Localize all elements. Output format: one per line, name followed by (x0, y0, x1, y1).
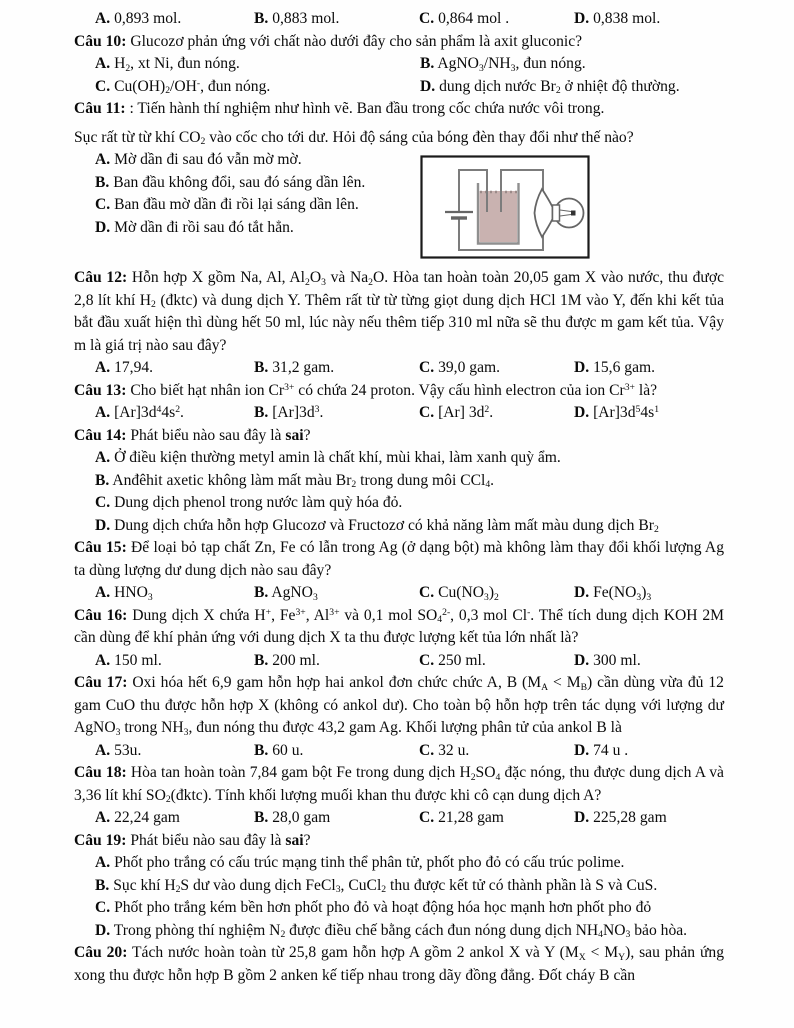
option-text: 39,0 gam. (438, 359, 501, 376)
option-text: $Cu(NO_3)_2$ (438, 584, 499, 603)
circuit-bulb-beaker-diagram (420, 155, 590, 259)
question-text: Dung dịch X chứa H+, $Fe^{3+}$, $Al^{3+}$ và 0,1 mol $SO_4^{2-}$, 0,3 mol Cl-. Thể tích dung dịch KOH 2M cần dùng để khí phản ứng với dung dịch X ta thu được lượng kết tủa lớn nhất là? (74, 606, 725, 646)
option-letter: B. (254, 404, 269, 421)
option-letter: B. (254, 359, 269, 376)
question-block (74, 380, 724, 425)
option-letter: A. (95, 651, 111, 669)
question-paragraph (74, 672, 724, 740)
answer-option (95, 582, 254, 605)
option-letter: D. (574, 404, 590, 421)
question-paragraph (74, 127, 724, 150)
option-letter: B. (254, 809, 269, 826)
question-number: Câu 18: (74, 764, 127, 781)
option-text: 250 ml. (438, 651, 486, 669)
option-text: 53u. (114, 741, 142, 759)
question-paragraph (74, 98, 724, 121)
option-text: $[Ar]3d^54s^1$ (593, 404, 660, 421)
option-text: $H_2$, xt Ni, đun nóng. (114, 55, 240, 74)
option-text: Trong phòng thí nghiệm $N_2$ được điều chế bằng cách đun nóng dung dịch $NH_4NO_3$ bảo hòa. (113, 921, 688, 941)
option-text: Mờ dần đi rồi sau đó tắt hẳn. (114, 218, 294, 236)
question-text: Oxi hóa hết 6,9 gam hỗn hợp hai ankol đơn chức chức A, B $(M_A < M_B)$ cần dùng vừa đủ 12 gam CuO thu được hỗn hợp X (không có ankol dư). Cho toàn bộ hỗn hợp trên tác dụng với lượng dư AgNO$_3$ trong $NH_3$, đun nóng thu được 43,2 gam Ag. Khối lượng phân tử của ankol B là (74, 674, 724, 738)
answer-option (74, 217, 724, 240)
answer-option (254, 807, 419, 830)
answer-option (95, 650, 254, 673)
question-paragraph (74, 425, 724, 448)
question-paragraph (74, 605, 724, 650)
question-number: Câu 17: (74, 674, 128, 691)
figure-clearance (74, 239, 724, 267)
option-text: 21,28 gam (438, 809, 504, 826)
option-letter: B. (95, 471, 110, 489)
answer-option (419, 740, 574, 763)
beaker-liquid (480, 191, 518, 242)
question-number: Câu 13: (74, 381, 127, 399)
answer-options-row (74, 740, 724, 763)
bulb-neck (553, 205, 560, 221)
question-number: Câu 15: (74, 539, 127, 556)
option-text: 15,6 gam. (593, 359, 656, 376)
answer-option (254, 582, 419, 605)
option-letter: C. (419, 809, 435, 826)
answer-options-row (74, 650, 724, 673)
answer-options-row (74, 357, 724, 380)
answer-option (95, 53, 420, 76)
option-text: 60 u. (272, 741, 304, 759)
option-text: $[Ar]3d^3$. (272, 404, 324, 421)
option-letter: B. (254, 651, 269, 669)
option-text: $HNO_3$ (114, 584, 153, 603)
answer-option (74, 875, 724, 898)
option-letter: A. (95, 741, 111, 759)
option-letter: D. (574, 10, 590, 27)
question-number: Câu 11: (74, 100, 126, 117)
question-block (74, 672, 724, 762)
answer-option (74, 920, 724, 943)
option-text: Ở điều kiện thường metyl amin là chất khí, mùi khai, làm xanh quỳ ẩm. (114, 449, 561, 466)
option-letter: D. (95, 218, 111, 236)
question-number: Câu 12: (74, 269, 128, 286)
question-paragraph (74, 267, 724, 357)
answer-option (419, 402, 574, 425)
answer-option (574, 650, 724, 673)
option-text: Dung dịch phenol trong nước làm quỳ hóa đỏ. (114, 494, 403, 511)
answer-option (95, 357, 254, 380)
answer-option (420, 53, 724, 76)
question-paragraph (74, 380, 724, 403)
option-text: dung dịch nước $Br_2$ ở nhiệt độ thường. (439, 77, 680, 97)
option-text: 22,24 gam (114, 809, 180, 826)
option-text: AgNO$_3$ (271, 584, 318, 603)
answer-option (74, 470, 724, 493)
question-block (74, 605, 724, 673)
question-paragraph (74, 762, 724, 807)
answer-option (95, 807, 254, 830)
question-block (74, 830, 724, 943)
answer-option (254, 357, 419, 380)
option-text: $[Ar]3d^44s^2$. (114, 404, 184, 421)
option-letter: D. (95, 516, 111, 534)
option-text: Phốt pho trắng kém bền hơn phốt pho đỏ và hoạt động hóa học mạnh hơn phốt pho đỏ (114, 899, 652, 916)
option-letter: B. (95, 173, 110, 191)
answer-option (254, 740, 419, 763)
option-letter: A. (95, 10, 111, 27)
question-text: Hỗn hợp X gồm Na, Al, $Al_2O_3$ và $Na_2O$. Hòa tan hoàn toàn 20,05 gam X vào nước, thu được 2,8 lít khí $H_2$ (đktc) và dung dịch Y. Thêm rất từ từ từng giọt dung dịch HCl 1M vào Y, đến khi kết tủa bắt đầu xuất hiện thì dùng hết 50 ml, lúc này nếu thêm tiếp 310 ml nữa sẽ thu được m gam kết tủa. Vậy m là giá trị nào sau đây? (74, 269, 724, 354)
answer-option (254, 650, 419, 673)
option-letter: A. (95, 359, 111, 376)
option-text: 0,838 mol. (593, 10, 661, 27)
question-number: Câu 16: (74, 606, 128, 624)
option-text: 28,0 gam (272, 809, 331, 826)
option-letter: B. (95, 876, 110, 894)
option-letter: A. (95, 854, 111, 871)
question-number: Câu 19: (74, 831, 127, 849)
option-letter: D. (95, 921, 111, 939)
answer-option (574, 8, 724, 31)
question-block (74, 425, 724, 538)
option-text: 0,883 mol. (272, 10, 340, 27)
option-letter: C. (95, 494, 111, 511)
option-letter: C. (419, 741, 435, 759)
question-paragraph (74, 830, 724, 853)
question-block (74, 8, 724, 31)
answer-options-row (74, 53, 724, 98)
option-letter: A. (95, 55, 111, 72)
option-text: Dung dịch chứa hỗn hợp Glucozơ và Fructozơ có khả năng làm mất màu dung dịch $Br_2$ (114, 516, 659, 536)
answer-options-row (74, 807, 724, 830)
option-letter: B. (254, 741, 269, 759)
question-text: Sục rất từ từ khí $CO_2$ vào cốc cho tới dư. Hỏi độ sáng của bóng đèn thay đổi như thế nào? (74, 128, 634, 148)
answer-option (574, 807, 724, 830)
option-letter: D. (420, 77, 436, 95)
answer-option (74, 492, 724, 515)
answer-option (95, 76, 420, 99)
option-letter: C. (419, 404, 435, 421)
answer-option (74, 852, 724, 875)
option-text: 74 u . (593, 741, 629, 759)
option-letter: C. (419, 584, 435, 601)
option-letter: A. (95, 151, 111, 168)
answer-option (419, 650, 574, 673)
option-text: 300 ml. (593, 651, 641, 669)
answer-option (74, 149, 724, 172)
question-number: Câu 20: (74, 944, 128, 961)
option-letter: C. (419, 651, 435, 669)
option-letter: A. (95, 809, 111, 826)
answer-options-row (74, 402, 724, 425)
answer-options-row (74, 8, 724, 31)
answer-option (419, 582, 574, 605)
option-letter: A. (95, 449, 111, 466)
option-letter: D. (574, 741, 590, 759)
option-letter: B. (254, 10, 269, 27)
question-number: Câu 10: (74, 32, 127, 50)
question-block (74, 98, 724, 267)
option-text: Ban đầu mờ dần đi rồi lại sáng dần lên. (114, 196, 359, 213)
answer-option (419, 807, 574, 830)
answer-option (254, 402, 419, 425)
answer-option (74, 447, 724, 470)
answer-option (254, 8, 419, 31)
question-block (74, 762, 724, 830)
option-letter: C. (419, 10, 435, 27)
answer-option (420, 76, 724, 99)
option-text: Sục khí $H_2S$ dư vào dung dịch FeCl$_3$, CuCl$_2$ thu được kết tử có thành phần là S và CuS. (113, 876, 658, 896)
answer-option (574, 740, 724, 763)
option-text: 32 u. (438, 741, 470, 759)
question-block (74, 537, 724, 605)
answer-option (74, 515, 724, 538)
option-text: 200 ml. (272, 651, 320, 669)
option-letter: B. (420, 55, 435, 72)
answer-option (574, 357, 724, 380)
answer-option (95, 740, 254, 763)
option-text: $Fe(NO_3)_3$ (593, 584, 652, 603)
option-text: 225,28 gam (593, 809, 667, 826)
answer-option (419, 357, 574, 380)
option-letter: C. (95, 77, 111, 95)
option-text: [Ar] $3d^2$. (438, 404, 494, 421)
question-paragraph (74, 537, 724, 582)
option-letter: D. (574, 359, 590, 376)
answer-option (74, 172, 724, 195)
answer-options-row (74, 582, 724, 605)
question-block (74, 267, 724, 380)
question-text: Glucozơ phản ứng với chất nào dưới đây cho sản phẩm là axit gluconic? (130, 32, 583, 50)
option-text: Phốt pho trắng có cấu trúc mạng tinh thể phân tử, phốt pho đỏ có cấu trúc polime. (114, 854, 625, 871)
question-number: Câu 14: (74, 426, 127, 444)
question-text: Phát biểu nào sau đây là sai? (130, 831, 311, 849)
answer-option (95, 402, 254, 425)
question-text: Cho biết hạt nhân ion $Cr^{3+}$ có chứa 24 proton. Vậy cấu hình electron của ion $Cr^{3+}$ là? (130, 381, 658, 399)
option-letter: A. (95, 404, 111, 421)
question-text: Hòa tan hoàn toàn 7,84 gam bột Fe trong dung dịch $H_2SO_4$ đặc nóng, thu được dung dịch A và 3,36 lít khí $SO_2(đktc)$. Tính khối lượng muối khan thu được khi cô cạn dung dịch A? (74, 764, 724, 806)
experiment-figure (420, 155, 590, 259)
answer-option (419, 8, 574, 31)
answer-option (574, 582, 724, 605)
option-text: Ban đầu không đổi, sau đó sáng dần lên. (113, 173, 366, 191)
option-letter: C. (95, 196, 111, 213)
option-letter: D. (574, 651, 590, 669)
question-text: Tách nước hoàn toàn từ 25,8 gam hỗn hợp A gồm 2 ankol X và Y $(M_X < M_Y)$, sau phản ứng xong thu được hỗn hợp B gồm 2 anken kế tiếp nhau trong dãy đồng đẳng. Đốt cháy B cần (74, 944, 724, 984)
question-text: Phát biểu nào sau đây là sai? (130, 426, 311, 444)
answer-option (74, 897, 724, 920)
answer-option (74, 194, 724, 217)
option-text: $AgNO_3/NH_3$, đun nóng. (437, 55, 586, 74)
answer-option (95, 8, 254, 31)
option-text: 31,2 gam. (272, 359, 335, 376)
question-text: : Tiến hành thí nghiệm như hình vẽ. Ban đầu trong cốc chứa nước vôi trong. (129, 100, 605, 117)
question-paragraph (74, 942, 724, 987)
question-block (74, 942, 724, 987)
option-text: $Cu(OH)_2/OH^-$, đun nóng. (114, 77, 271, 97)
option-letter: B. (254, 584, 269, 601)
option-letter: D. (574, 809, 590, 826)
filament-tip (571, 211, 576, 216)
option-letter: D. (574, 584, 590, 601)
option-text: 0,893 mol. (114, 10, 182, 27)
option-text: 150 ml. (114, 651, 162, 669)
option-text: Mờ dần đi sau đó vẫn mờ mờ. (114, 151, 302, 168)
option-text: 0,864 mol . (438, 10, 510, 27)
option-letter: A. (95, 584, 111, 601)
question-paragraph (74, 31, 724, 54)
option-text: 17,94. (114, 359, 154, 376)
answer-option (574, 402, 724, 425)
option-text: Anđêhit axetic không làm mất màu $Br_2$ trong dung môi CCl$_4$. (112, 471, 495, 491)
option-letter: C. (419, 359, 435, 376)
question-text: Để loại bỏ tạp chất Zn, Fe có lẫn trong Ag (ở dạng bột) mà không làm thay đổi khối lượng Ag ta dùng lượng dư dung dịch nào sau đây? (74, 539, 724, 579)
question-block (74, 31, 724, 99)
option-letter: C. (95, 899, 111, 916)
